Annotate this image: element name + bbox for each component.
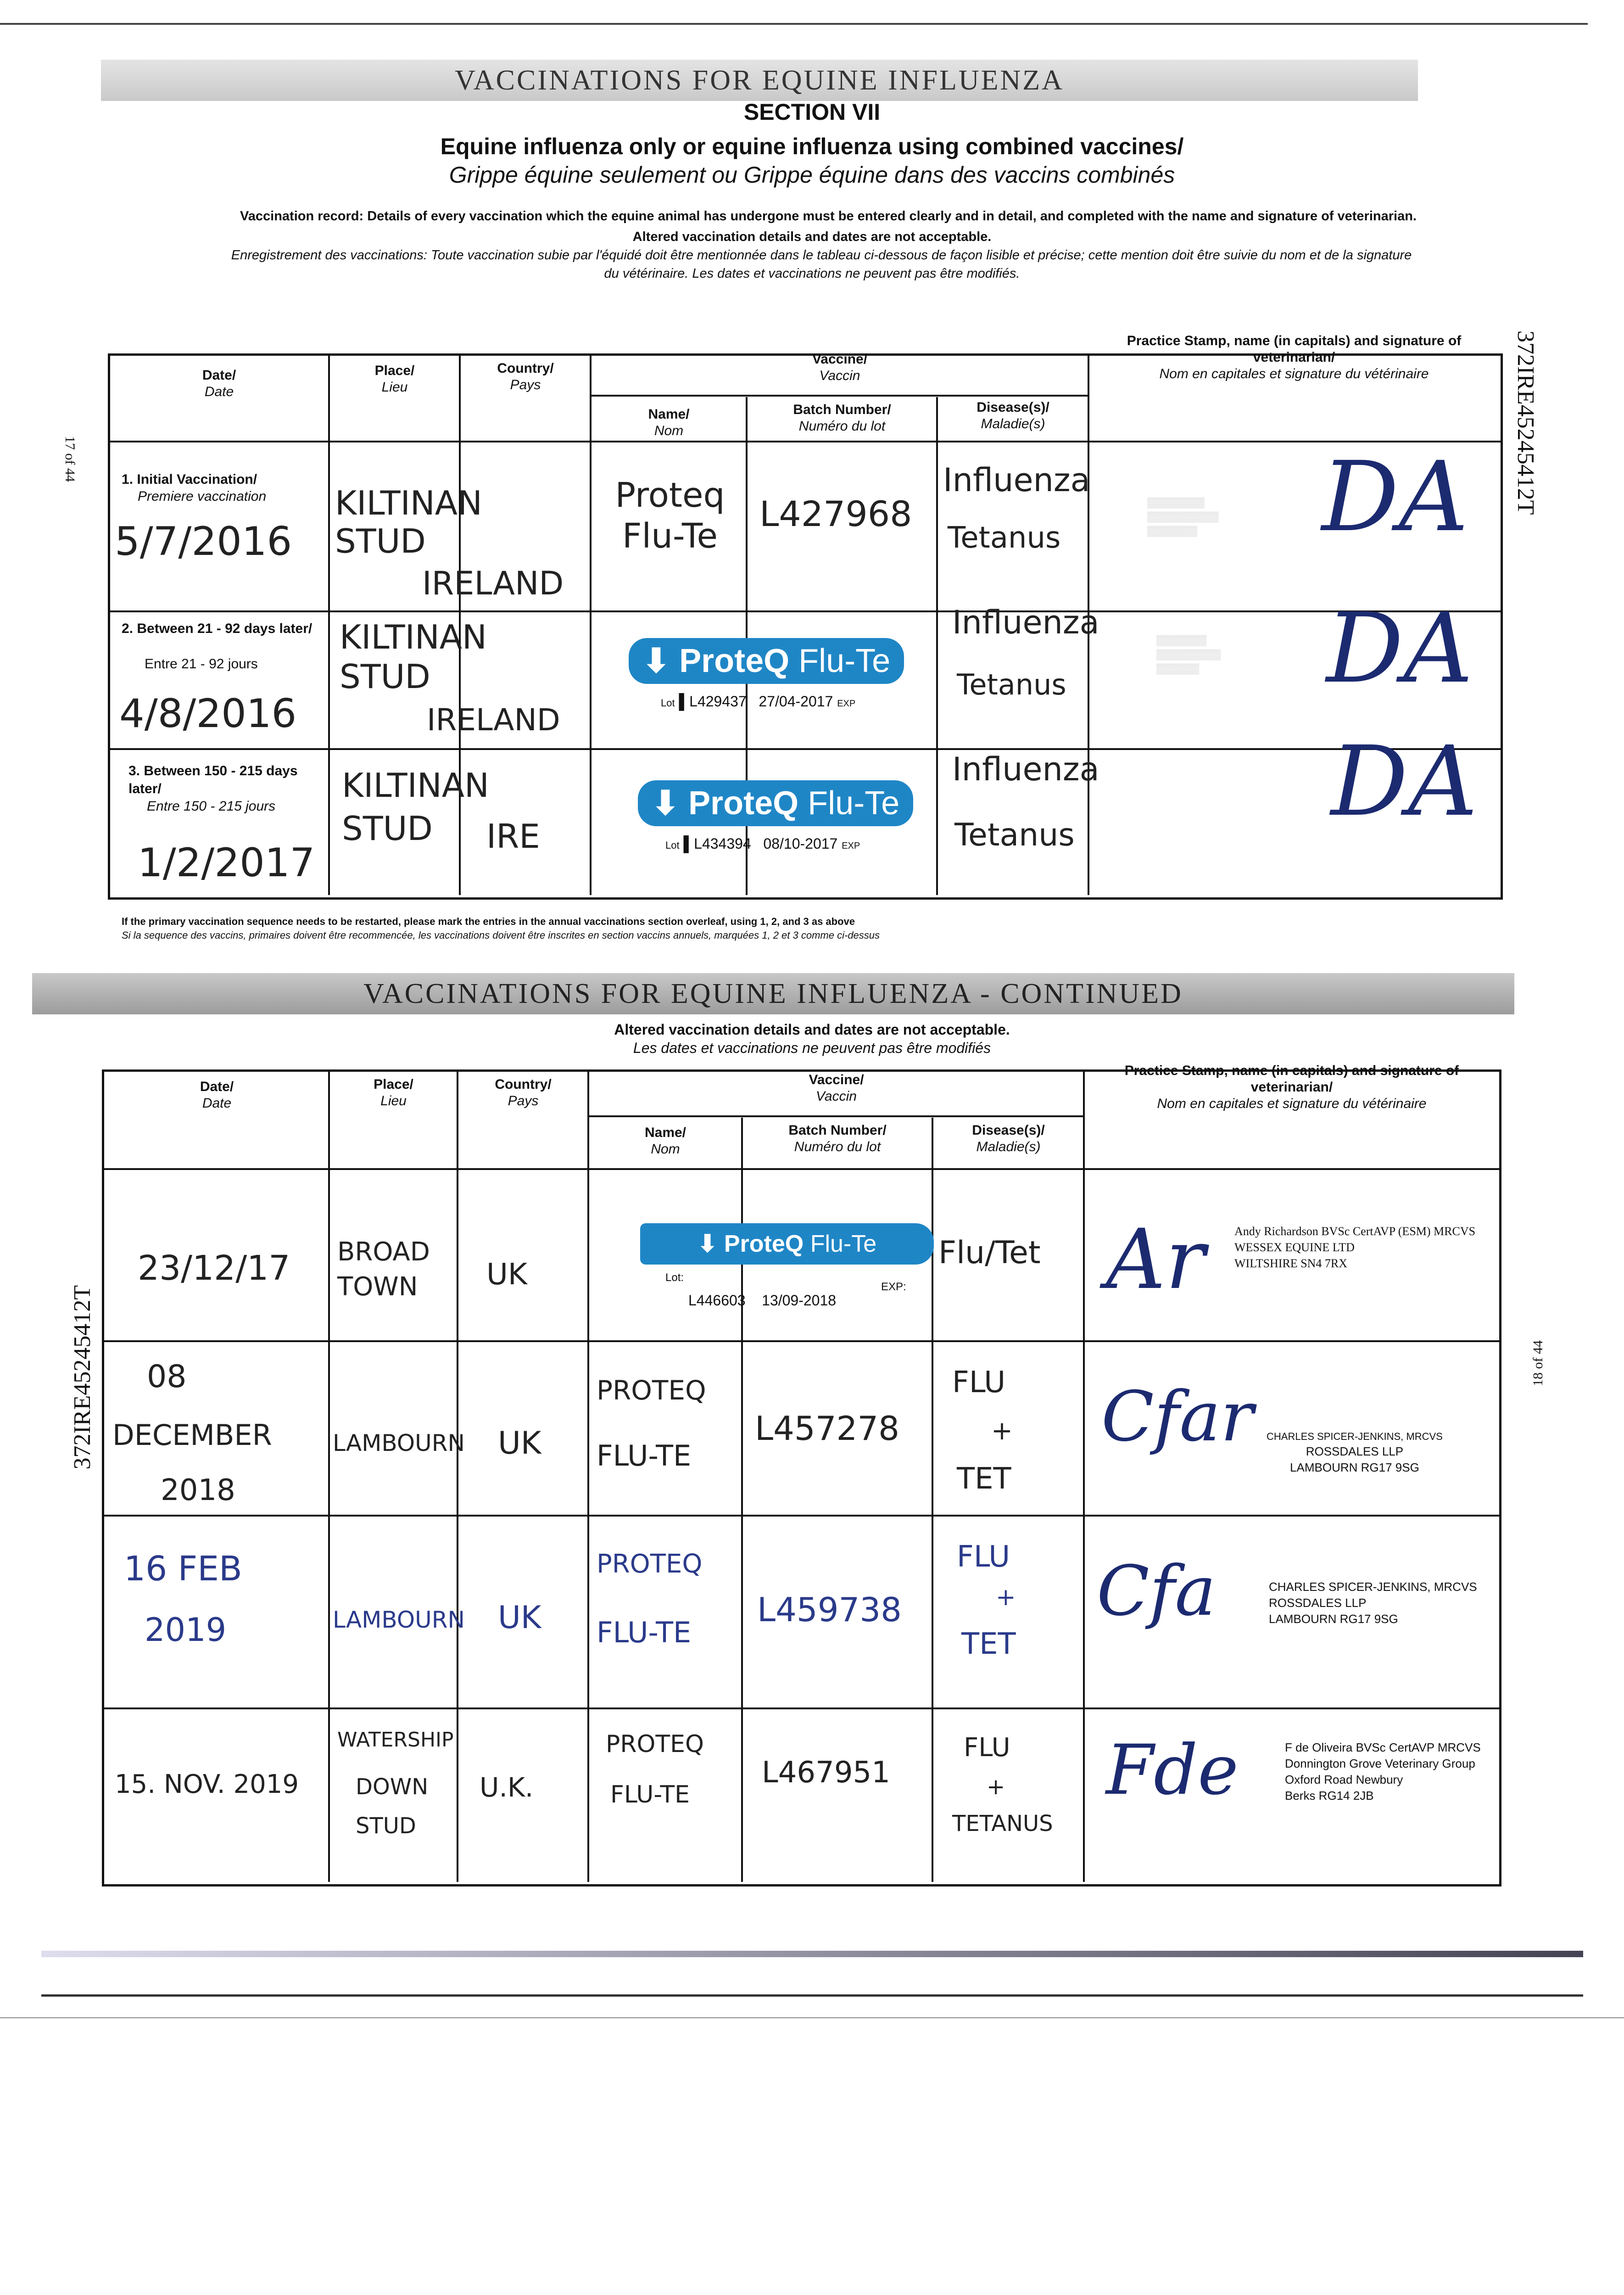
annual2-place: LAMBOURN bbox=[333, 1430, 465, 1456]
section-title: SECTION VII bbox=[743, 99, 881, 125]
annual3-signature: Cfa bbox=[1097, 1551, 1216, 1631]
row1-disease-2: Tetanus bbox=[948, 521, 1061, 555]
annual1-sticker-lot: L446603 13/09-2018 bbox=[688, 1292, 837, 1309]
row3-label: 3. Between 150 - 215 days later/ bbox=[128, 763, 298, 796]
annual1-date: 23/12/17 bbox=[138, 1248, 290, 1288]
annual4-disease-1: FLU bbox=[964, 1733, 1010, 1763]
annual2-name-1: PROTEQ bbox=[597, 1375, 706, 1406]
annual2-disease-3: TET bbox=[957, 1462, 1011, 1496]
row2-disease-2: Tetanus bbox=[957, 668, 1066, 701]
annual3-stamp: CHARLES SPICER-JENKINS, MRCVS ROSSDALES LLP LAMBOURN RG17 9SG bbox=[1269, 1580, 1477, 1626]
row3-date: 1/2/2017 bbox=[138, 840, 315, 886]
annual2-stamp: CHARLES SPICER-JENKINS, MRCVS ROSSDALES LLP LAMBOURN RG17 9SG bbox=[1267, 1431, 1443, 1474]
annual3-name-2: FLU-TE bbox=[597, 1616, 692, 1649]
annual2-disease-1: FLU bbox=[952, 1366, 1006, 1399]
annual2-date-year: 2018 bbox=[161, 1473, 235, 1507]
footnote-fr: Si la sequence des vaccins, primaires doivent être recommencée, les vaccinations doivent être inscrites en section vaccins annuels, marquées 1, 2 et 3 comme ci-dessus bbox=[122, 929, 880, 941]
row1-vaccine-name: Proteq Flu-Te bbox=[615, 476, 725, 556]
annual2-date-day: 08 bbox=[147, 1359, 187, 1395]
header-disease-2: Disease(s)/ Maladie(s) bbox=[972, 1123, 1045, 1154]
row2-disease-1: Influenza bbox=[952, 604, 1099, 641]
bottom-edge bbox=[0, 2017, 1624, 2018]
annual2-country: UK bbox=[498, 1425, 541, 1461]
row1-place: KILTINAN STUD bbox=[335, 484, 482, 560]
row2-label-fr: Entre 21 - 92 jours bbox=[145, 656, 258, 672]
annual4-date: 15. NOV. 2019 bbox=[115, 1769, 299, 1799]
header-stamp-1: Practice Stamp, name (in capitals) and signature of veterinarian/ Nom en capitales et signature du vétérinaire bbox=[1127, 333, 1462, 381]
annual1-lot-label: Lot: bbox=[665, 1271, 684, 1284]
annual3-disease-2: + bbox=[996, 1584, 1016, 1611]
row3-signature: DA bbox=[1331, 725, 1478, 838]
annual2-batch: L457278 bbox=[755, 1409, 899, 1448]
annual1-stamp: Andy Richardson BVSc CertAVP (ESM) MRCVS WESSEX EQUINE LTD WILTSHIRE SN4 7RX bbox=[1234, 1225, 1476, 1271]
row2-date: 4/8/2016 bbox=[119, 691, 297, 737]
footnote-en: If the primary vaccination sequence needs to be restarted, please mark the entries in the annual vaccinations section overleaf, using 1, 2, and 3 as above bbox=[122, 916, 855, 927]
header-batch-1: Batch Number/ Numéro du lot bbox=[793, 402, 891, 434]
row2-place: KILTINAN STUD bbox=[340, 618, 487, 696]
header-country-1: Country/ Pays bbox=[497, 361, 554, 392]
annual1-signature: Ar bbox=[1106, 1212, 1205, 1308]
record-instructions-fr-2: du vétérinaire. Les dates et vaccinations ne peuvent pas être modifiés. bbox=[604, 266, 1020, 281]
bottom-rule bbox=[41, 1994, 1583, 1997]
annual1-country: UK bbox=[486, 1258, 527, 1292]
row2-vaccine-sticker: ⬇ ProteQ Flu-Te bbox=[629, 638, 904, 684]
annual3-disease-3: TET bbox=[961, 1627, 1016, 1661]
subtitle-fr: Grippe équine seulement ou Grippe équine dans des vaccins combinés bbox=[449, 162, 1175, 188]
annual2-date-month: DECEMBER bbox=[112, 1418, 272, 1452]
row1-label-fr: Premiere vaccination bbox=[138, 489, 267, 504]
row3-label-fr: Entre 150 - 215 jours bbox=[147, 799, 276, 814]
annual4-country: U.K. bbox=[480, 1772, 534, 1803]
annual2-signature: Cfar bbox=[1101, 1377, 1254, 1457]
row3-disease-2: Tetanus bbox=[954, 817, 1075, 853]
header-place-2: Place/ Lieu bbox=[374, 1077, 413, 1108]
annual2-disease-2: + bbox=[991, 1416, 1013, 1446]
annual1-vaccine-sticker: ⬇ ProteQ Flu-Te bbox=[640, 1223, 934, 1265]
annual4-place-1: WATERSHIP bbox=[337, 1728, 454, 1752]
annual3-batch: L459738 bbox=[757, 1590, 902, 1629]
header-date-2: Date/ Date bbox=[200, 1079, 234, 1111]
annual1-exp-label: EXP: bbox=[881, 1281, 906, 1293]
header-vaccine-2: Vaccine/ Vaccin bbox=[809, 1072, 864, 1104]
row2-country: IRELAND bbox=[427, 702, 560, 738]
row3-vaccine-sticker: ⬇ ProteQ Flu-Te bbox=[638, 780, 913, 826]
annual4-disease-2: + bbox=[987, 1774, 1005, 1800]
row3-country: IRE bbox=[486, 817, 540, 856]
row3-disease-1: Influenza bbox=[952, 750, 1099, 788]
annual3-disease-1: FLU bbox=[957, 1540, 1010, 1574]
row1-faint-stamp: ▒▒▒▒▒▒▒▒ ▒▒▒▒▒▒▒▒▒▒ ▒▒▒▒▒▒▒ bbox=[1147, 497, 1219, 537]
annual4-disease-3: TETANUS bbox=[952, 1811, 1053, 1836]
row1-batch: L427968 bbox=[759, 493, 912, 534]
annual1-disease: Flu/Tet bbox=[938, 1235, 1041, 1271]
altered-notice-en: Altered vaccination details and dates are not acceptable. bbox=[632, 230, 992, 244]
annual4-name-1: PROTEQ bbox=[606, 1730, 704, 1758]
subtitle-en: Equine influenza only or equine influenza using combined vaccines/ bbox=[440, 134, 1184, 159]
row1-label: 1. Initial Vaccination/ bbox=[122, 472, 257, 487]
annual3-country: UK bbox=[498, 1600, 541, 1636]
header-vaccine-1: Vaccine/ Vaccin bbox=[812, 352, 868, 383]
row3-sticker-lot: Lot ▌L434394 08/10-2017 EXP bbox=[665, 835, 860, 852]
row1-disease-1: Influenza bbox=[943, 461, 1090, 499]
altered-notice-fr-2: Les dates et vaccinations ne peuvent pas être modifiés bbox=[633, 1040, 991, 1056]
annual3-date-day: 16 FEB bbox=[124, 1549, 242, 1589]
annual3-name-1: PROTEQ bbox=[597, 1549, 703, 1579]
row3-place: KILTINAN STUD bbox=[342, 766, 489, 848]
passport-id-left: 372IRE45245412T bbox=[69, 1285, 95, 1470]
bottom-bar bbox=[41, 1951, 1583, 1957]
row2-label: 2. Between 21 - 92 days later/ bbox=[122, 621, 313, 636]
page-number-18: 18 of 44 bbox=[1530, 1340, 1546, 1386]
record-instructions-en: Vaccination record: Details of every vaccination which the equine animal has undergone must be entered clearly and in detail, and completed with the name and signature of veterinarian. bbox=[240, 209, 1417, 224]
altered-notice-en-2: Altered vaccination details and dates are not acceptable. bbox=[614, 1021, 1010, 1038]
row1-country: IRELAND bbox=[422, 565, 564, 602]
annual4-place-3: STUD bbox=[356, 1813, 416, 1839]
header-place-1: Place/ Lieu bbox=[374, 363, 415, 395]
row2-faint-stamp: ▒▒▒▒▒▒▒ ▒▒▒▒▒▒▒▒▒ ▒▒▒▒▒▒ bbox=[1156, 634, 1221, 674]
header-name-2: Name/ Nom bbox=[644, 1125, 686, 1157]
page-number-17: 17 of 44 bbox=[62, 436, 78, 482]
top-rule bbox=[0, 23, 1588, 25]
passport-id-right: 372IRE45245412T bbox=[1512, 330, 1539, 515]
header-disease-1: Disease(s)/ Maladie(s) bbox=[977, 400, 1049, 431]
annual4-stamp: F de Oliveira BVSc CertAVP MRCVS Donnington Grove Veterinary Group Oxford Road Newbury Berks RG14 2JB bbox=[1285, 1741, 1481, 1803]
section1-banner: VACCINATIONS FOR EQUINE INFLUENZA bbox=[101, 60, 1418, 101]
header-stamp-2: Practice Stamp, name (in capitals) and signature of veterinarian/ Nom en capitales et signature du vétérinaire bbox=[1124, 1063, 1459, 1111]
record-instructions-fr: Enregistrement des vaccinations: Toute vaccination subie par l'équidé doit être mentionnée dans le tableau ci-dessous de façon lisible et précise; cette mention doit être suivie du nom et de la signature bbox=[231, 248, 1412, 263]
annual2-name-2: FLU-TE bbox=[597, 1439, 692, 1472]
header-name-1: Name/ Nom bbox=[648, 407, 690, 438]
header-country-2: Country/ Pays bbox=[495, 1077, 552, 1108]
row1-date: 5/7/2016 bbox=[115, 519, 292, 565]
row2-signature: DA bbox=[1326, 592, 1473, 705]
annual4-name-2: FLU-TE bbox=[610, 1781, 690, 1808]
header-date-1: Date/ Date bbox=[202, 368, 236, 399]
section2-banner: VACCINATIONS FOR EQUINE INFLUENZA - CONTINUED bbox=[32, 973, 1514, 1014]
row2-sticker-lot: Lot ▌L429437 27/04-2017 EXP bbox=[661, 693, 856, 710]
annual1-place: BROAD TOWN bbox=[337, 1237, 430, 1302]
annual4-place-2: DOWN bbox=[356, 1774, 429, 1800]
row1-signature: DA bbox=[1322, 441, 1469, 553]
annual3-date-year: 2019 bbox=[145, 1611, 227, 1649]
annual3-place: LAMBOURN bbox=[333, 1606, 465, 1633]
annual4-batch: L467951 bbox=[762, 1756, 890, 1790]
annual4-signature: Fde bbox=[1106, 1730, 1239, 1810]
header-batch-2: Batch Number/ Numéro du lot bbox=[788, 1123, 887, 1154]
